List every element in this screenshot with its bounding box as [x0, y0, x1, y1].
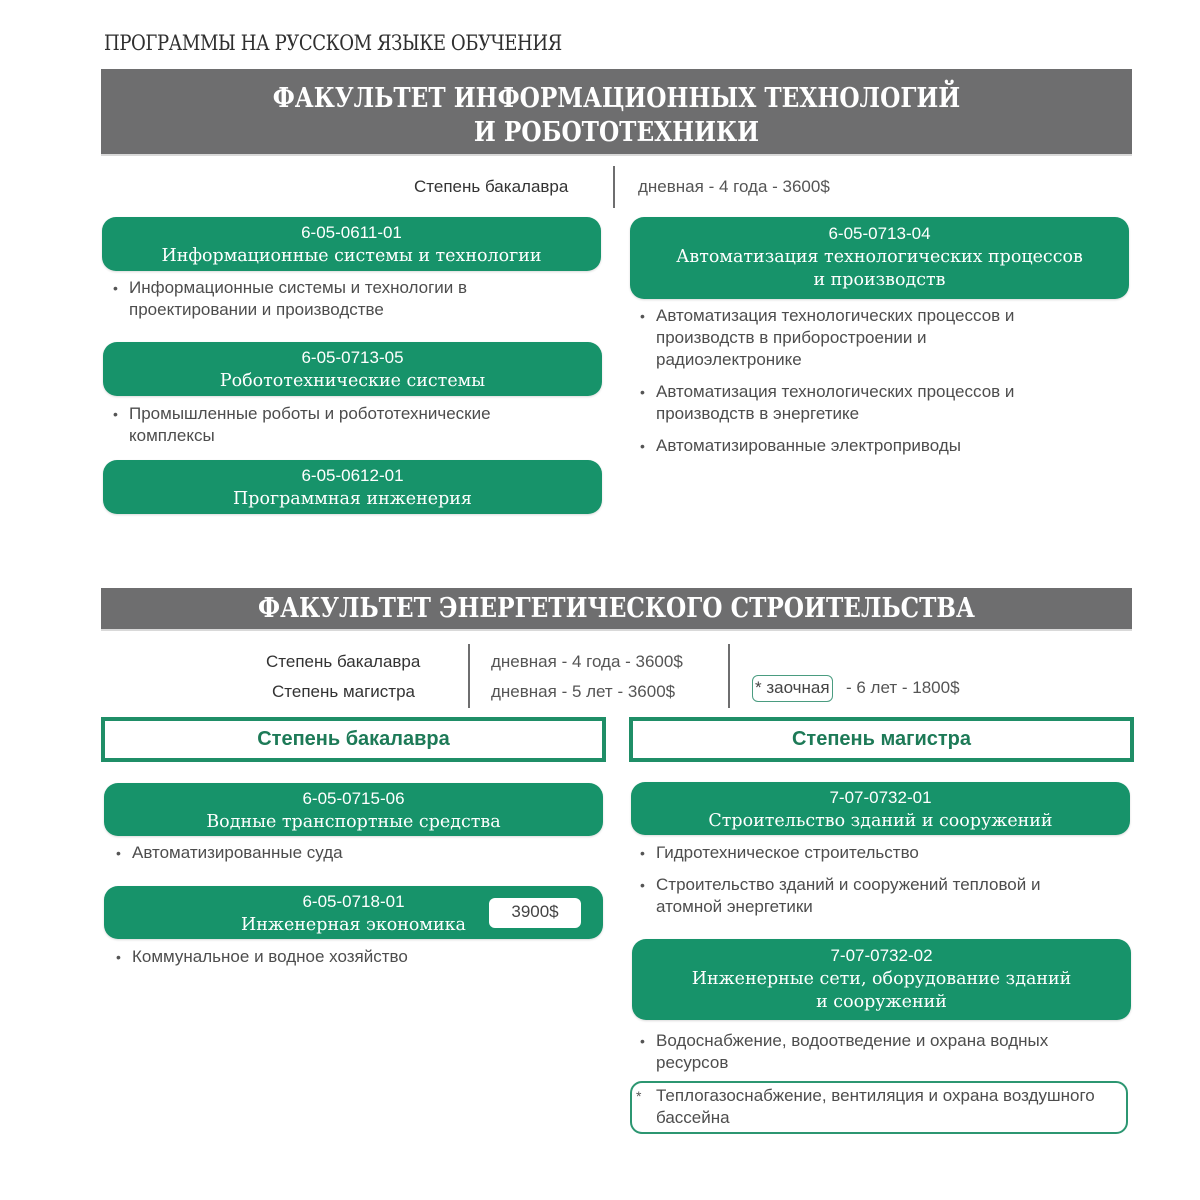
program-code: 6-05-0718-01 [302, 892, 405, 911]
list-item: • Водоснабжение, водоотведение и охрана водных ресурсов [640, 1031, 1049, 1072]
program-6-05-0715-06[interactable] [104, 783, 603, 836]
program-code: 7-07-0732-02 [830, 946, 933, 965]
program-code: 6-05-0611-01 [301, 223, 402, 242]
specializations-list [110, 946, 550, 978]
program-name-line1: Автоматизация технологических процессов [676, 246, 1083, 267]
program-code: 6-05-0612-01 [301, 466, 404, 485]
extramural-tag: * заочная [752, 675, 833, 702]
program-name: Строительство зданий и сооружений [708, 810, 1053, 831]
list-item: • Автоматизация технологических процессов и производств в приборостроении и радиоэлектронике [640, 306, 1015, 369]
program-name: Программная инженерия [233, 488, 472, 509]
faculty-energy-construction-header [101, 588, 1132, 631]
bachelor-degree-header: Степень бакалавра [101, 717, 606, 762]
faculty-title: ФАКУЛЬТЕТ ЭНЕРГЕТИЧЕСКОГО СТРОИТЕЛЬСТВА [258, 593, 975, 624]
list-item: • Гидротехническое строительство [640, 843, 919, 862]
program-name-line1: Инженерные сети, оборудование зданий [691, 968, 1072, 989]
program-name-line2: и сооружений [816, 991, 947, 1012]
program-code: 6-05-0715-06 [302, 789, 405, 808]
bullet-icon: • [640, 438, 645, 454]
program-6-05-0713-05[interactable] [103, 342, 602, 396]
program-name: Информационные системы и технологии [161, 245, 542, 266]
program-code: 7-07-0732-01 [829, 788, 932, 807]
study-terms: дневная - 4 года - 3600$ [638, 177, 830, 196]
program-name: Водные транспортные средства [206, 811, 501, 832]
list-item: • Информационные системы и технологии в проектировании и производстве [113, 278, 468, 319]
list-item: • Автоматизированные суда [116, 843, 343, 862]
program-code: 6-05-0713-04 [828, 224, 931, 243]
bullet-icon: • [640, 308, 645, 324]
extramural-terms: - 6 лет - 1800$ [846, 678, 960, 697]
master-terms: дневная - 5 лет - 3600$ [491, 682, 676, 701]
program-7-07-0732-02[interactable] [632, 939, 1131, 1020]
highlighted-specialization [630, 1081, 1128, 1134]
bullet-icon: • [113, 406, 118, 422]
specializations-list [107, 277, 527, 331]
list-item: • Промышленные роботы и робототехнические комплексы [113, 404, 491, 445]
bullet-icon: • [640, 384, 645, 400]
bullet-icon: • [640, 845, 645, 861]
bullet-icon: • [116, 845, 121, 861]
master-degree-label: Степень магистра [272, 682, 415, 701]
faculty-title-line2: И РОБОТОТЕХНИКИ [473, 117, 760, 148]
master-degree-header: Степень магистра [629, 717, 1134, 762]
page-title: ПРОГРАММЫ НА РУССКОМ ЯЗЫКЕ ОБУЧЕНИЯ [104, 31, 562, 55]
program-6-05-0611-01[interactable] [102, 217, 601, 271]
divider [468, 644, 470, 708]
divider [613, 166, 615, 208]
list-item: * Теплогазоснабжение, вентиляция и охрана воздушного бассейна [636, 1086, 1095, 1127]
degree-label: Степень бакалавра [414, 177, 569, 196]
bachelor-terms: дневная - 4 года - 3600$ [491, 652, 683, 671]
bullet-icon: • [640, 877, 645, 893]
specializations-list [634, 1030, 1104, 1084]
program-name: Робототехнические системы [219, 370, 486, 391]
program-name-line2: и производств [813, 269, 946, 290]
asterisk-icon: * [636, 1088, 642, 1104]
specializations-list [634, 1085, 1104, 1129]
bachelor-degree-label: Степень бакалавра [266, 652, 421, 671]
program-7-07-0732-01[interactable] [631, 782, 1130, 835]
list-item: • Автоматизированные электроприводы [640, 436, 961, 455]
bullet-icon: • [116, 949, 121, 965]
program-6-05-0612-01[interactable] [103, 460, 602, 514]
program-6-05-0713-04[interactable] [630, 217, 1129, 299]
specializations-list [634, 305, 1074, 467]
divider [728, 644, 730, 708]
faculty-title-line1: ФАКУЛЬТЕТ ИНФОРМАЦИОННЫХ ТЕХНОЛОГИЙ [272, 83, 961, 114]
price-badge: 3900$ [489, 898, 581, 928]
bullet-icon: • [640, 1033, 645, 1049]
specializations-list [110, 842, 550, 874]
list-item: • Строительство зданий и сооружений тепловой и атомной энергетики [640, 875, 1041, 916]
faculty-it-robotics-header [101, 69, 1132, 156]
list-item: • Автоматизация технологических процессов и производств в энергетике [640, 382, 1015, 423]
specializations-list [107, 403, 547, 457]
program-code: 6-05-0713-05 [301, 348, 404, 367]
bullet-icon: • [113, 280, 118, 296]
list-item: • Коммунальное и водное хозяйство [116, 947, 408, 966]
specializations-list [634, 842, 1104, 928]
program-name: Инженерная экономика [241, 914, 466, 935]
